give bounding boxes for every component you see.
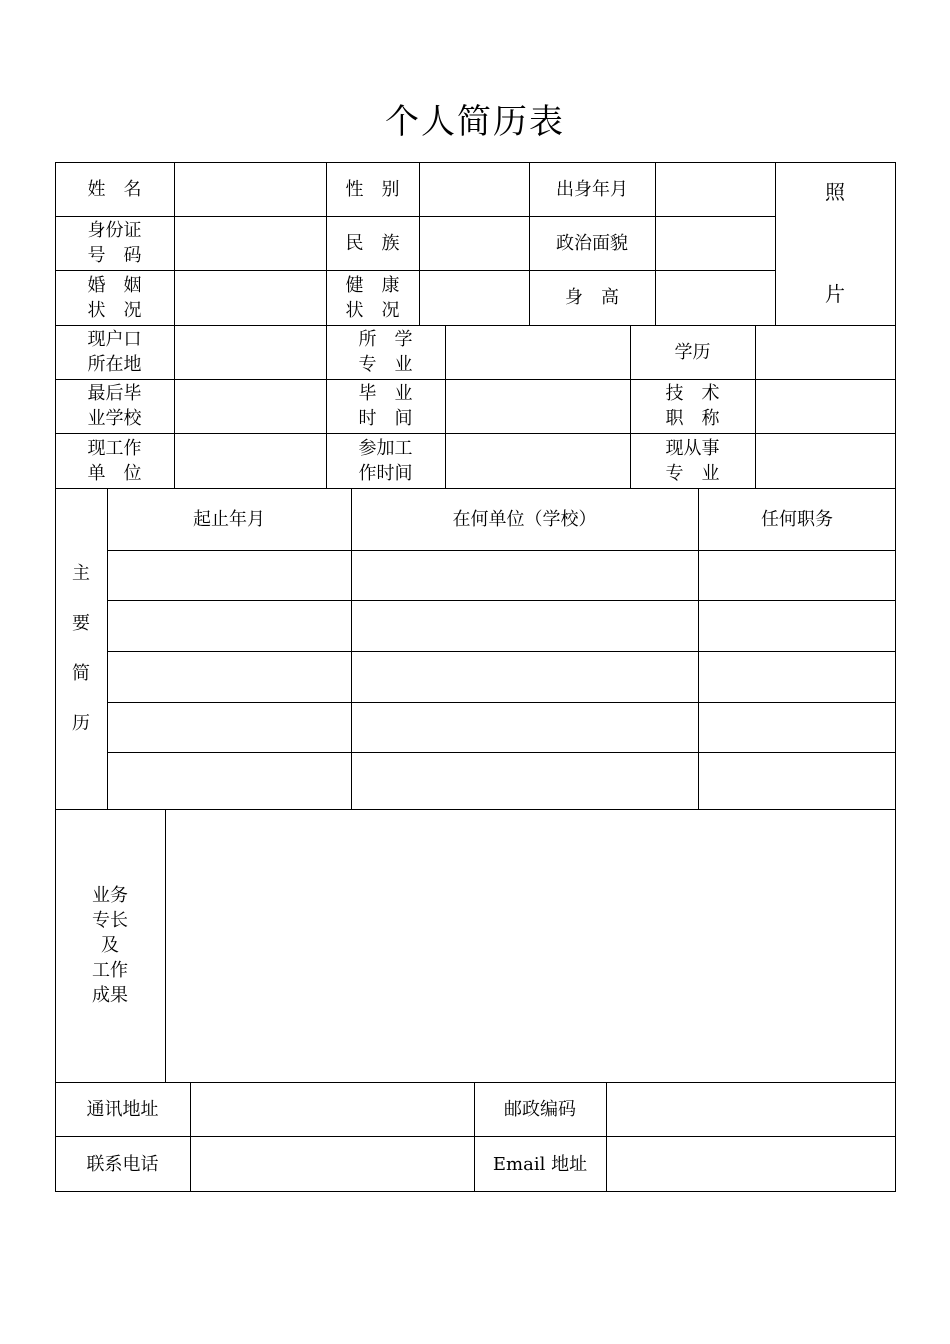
history-cell[interactable] [699, 551, 895, 600]
email-field[interactable] [607, 1137, 895, 1191]
phone-label: 联系电话 [86, 1153, 159, 1175]
page-title: 个人简历表 [385, 102, 565, 142]
history-cell[interactable] [699, 703, 895, 752]
height-label: 身 高 [565, 287, 619, 308]
history-cell[interactable] [108, 551, 351, 600]
history-side-label: 主 要 简 历 [72, 563, 90, 734]
birth-field[interactable] [656, 163, 775, 216]
expertise-label: 业务 专长 及 工作 成果 [92, 885, 128, 1006]
name-field[interactable] [175, 163, 326, 216]
gender-label: 性 别 [345, 178, 400, 200]
address-label: 通讯地址 [86, 1098, 159, 1120]
history-cell[interactable] [108, 703, 351, 752]
employer-label: 现工作 单 位 [87, 437, 142, 484]
history-header-period: 起止年月 [193, 508, 265, 530]
politics-field[interactable] [656, 217, 775, 270]
current-field-label: 现从事 专 业 [665, 437, 720, 484]
history-cell[interactable] [352, 703, 698, 752]
photo-label-top: 照 [825, 180, 845, 204]
height-field[interactable] [656, 271, 775, 325]
history-cell[interactable] [352, 652, 698, 702]
major-field[interactable] [446, 326, 630, 379]
phone-field[interactable] [191, 1137, 474, 1191]
history-cell[interactable] [352, 551, 698, 600]
hukou-field[interactable] [175, 326, 326, 379]
history-cell[interactable] [352, 601, 698, 651]
postcode-field[interactable] [607, 1083, 895, 1136]
email-label: Email 地址 [492, 1153, 588, 1175]
school-field[interactable] [175, 380, 326, 433]
history-cell[interactable] [699, 753, 895, 809]
history-header-position: 任何职务 [761, 508, 833, 530]
id-number-field[interactable] [175, 217, 326, 270]
gender-field[interactable] [420, 163, 529, 216]
major-label: 所 学 专 业 [358, 329, 413, 375]
education-label: 学历 [674, 341, 711, 363]
tech-title-label: 技 术 职 称 [665, 383, 720, 429]
address-field[interactable] [191, 1083, 474, 1136]
marital-field[interactable] [175, 271, 326, 325]
name-label: 姓 名 [87, 178, 142, 200]
ethnicity-field[interactable] [420, 217, 529, 270]
history-header-organization: 在何单位（学校） [452, 508, 597, 530]
birth-label: 出身年月 [556, 178, 628, 200]
employer-field[interactable] [175, 434, 326, 488]
marital-label: 婚 姻 状 况 [87, 274, 142, 321]
tech-title-field[interactable] [756, 380, 895, 433]
history-cell[interactable] [699, 652, 895, 702]
health-field[interactable] [420, 271, 529, 325]
history-cell[interactable] [699, 601, 895, 651]
postcode-label: 邮政编码 [504, 1098, 576, 1120]
history-cell[interactable] [108, 601, 351, 651]
history-cell[interactable] [352, 753, 698, 809]
health-label: 健 康 状 况 [345, 274, 400, 321]
graduation-time-label: 毕 业 时 间 [358, 383, 413, 429]
expertise-field[interactable] [166, 810, 895, 1082]
work-start-label: 参加工 作时间 [358, 437, 413, 484]
politics-label: 政治面貌 [556, 232, 628, 254]
id-number-label: 身份证 号 码 [87, 220, 142, 266]
school-label: 最后毕 业学校 [87, 383, 142, 429]
education-field[interactable] [756, 326, 895, 379]
photo-label-bottom: 片 [825, 282, 845, 306]
current-field-field[interactable] [756, 434, 895, 488]
work-start-field[interactable] [446, 434, 630, 488]
history-cell[interactable] [108, 652, 351, 702]
hukou-label: 现户口 所在地 [87, 329, 142, 375]
graduation-time-field[interactable] [446, 380, 630, 433]
history-cell[interactable] [108, 753, 351, 809]
ethnicity-label: 民 族 [345, 232, 400, 254]
